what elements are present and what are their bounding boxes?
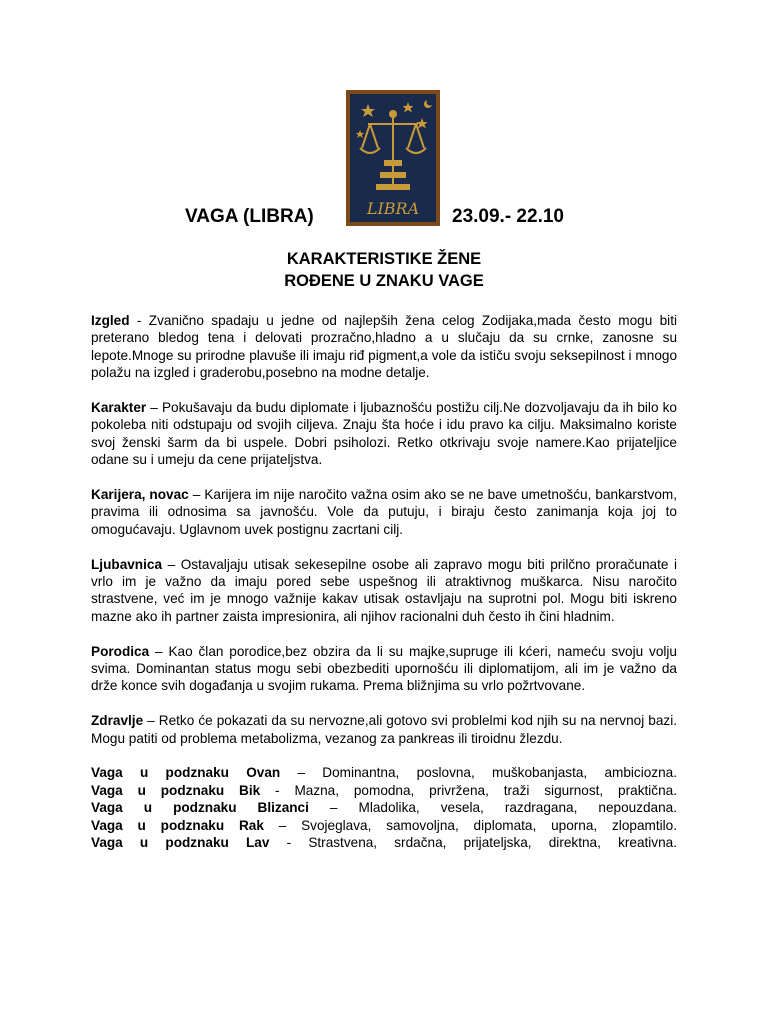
- libra-scales-icon: [346, 90, 440, 226]
- subsign-text: Svojeglava, samovoljna, diplomata, uporna, zlopamtilo.: [301, 817, 677, 833]
- subsign-text: Mladolika, vesela, razdragana, nepouzdana.: [358, 800, 678, 816]
- section-text: Karijera im nije naročito važna osim ako se ne bave umetnošću, bankarstvom, pravima ili odnosima sa javnošću. Vole da putuju, i biraju često zanimanja koja joj to omogućavaju. Uglavnom uvek postignu zacrtani cilj.: [91, 487, 677, 537]
- section-label: Zdravlje: [91, 713, 144, 729]
- section-family: Porodica – Kao član porodice,bez obzira da li su majke,supruge ili kćeri, nameću svoju volju svima. Dominantan status mogu sebi obezbediti upornošću ili diplomatijom, ali im je važno da drže konce svih događanja u svojim rukama. Prema bližnjima su vrlo požrtvovane.: [91, 643, 677, 694]
- section-text: Pokušavaju da budu diplomate i ljubaznošću postižu cilj.Ne dozvoljavaju da ih bilo ko pokoleba niti odstupaju od svojih ciljeva. Znaju šta hoće i idu pravo ka cilju. Maksimalno koriste svoj ženski šarm da bi uspele. Dobri psiholozi. Retko otkrivaju svoje namere.Kao prijateljice odane su i umeju da cene prijateljstva.: [91, 400, 677, 468]
- subsign-item: Vaga u podznaku Blizanci – Mladolika, vesela, razdragana, nepouzdana.: [91, 800, 678, 816]
- header: [0, 90, 768, 230]
- title-sign-name: VAGA (LIBRA): [185, 206, 314, 227]
- subsign-label: Vaga u podznaku Bik: [91, 782, 261, 798]
- title-date-range: 23.09.- 22.10: [452, 206, 564, 227]
- subtitle-line-2: ROĐENE U ZNAKU VAGE: [284, 272, 484, 290]
- emblem-label: LIBRA: [366, 199, 420, 218]
- subsign-label: Vaga u podznaku Rak: [91, 817, 264, 833]
- section-label: Karakter: [91, 400, 147, 416]
- subsign-text: Mazna, pomodna, privržena, traži sigurnost, praktična.: [294, 782, 677, 798]
- subsign-label: Vaga u podznaku Lav: [91, 835, 270, 851]
- page-subtitle: [0, 248, 768, 292]
- section-health: Zdravlje – Retko će pokazati da su nervozne,ali gotovo svi problelmi kod njih su na nervnoj bazi. Mogu patiti od problema metabolizma, vezanog za pankreas ili tiroidnu žlezdu.: [91, 713, 677, 746]
- section-label: Porodica: [91, 643, 150, 659]
- subsign-text: Dominantna, poslovna, muškobanjasta, ambiciozna.: [322, 765, 677, 781]
- section-label: Ljubavnica: [91, 556, 163, 572]
- section-lover: Ljubavnica – Ostavaljaju utisak sekesepilne osobe ali zapravo mogu biti prilčno proračunate i vrlo im je važno da imaju pored sebe uspešnog ili atraktivnog muškarca. Nisu naročito strastvene, već im je mnogo važnije kakav utisak ostavljaju na suprotni pol. Mogu biti iskreno mazne ako ih partner zaista impresionira, ali njihov racionalni duh često ih čini hladnim.: [91, 556, 678, 624]
- subsign-label: Vaga u podznaku Ovan: [91, 765, 281, 781]
- subsign-text: Strastvena, srdačna, prijateljska, direktna, kreativna.: [308, 835, 677, 851]
- section-character: Karakter – Pokušavaju da budu diplomate i ljubaznošću postižu cilj.Ne dozvoljavaju da ih bilo ko pokoleba niti odstupaju od svojih ciljeva. Znaju šta hoće i idu pravo ka cilju. Maksimalno koriste svoj ženski šarm da bi uspele. Dobri psiholozi. Retko otkrivaju svoje namere.Kao prijateljice odane su i umeju da cene prijateljstva.: [91, 400, 677, 468]
- section-career: Karijera, novac – Karijera im nije naročito važna osim ako se ne bave umetnošću, bankarstvom, pravima ili odnosima sa javnošću. Vole da putuju, i biraju često zanimanja koja joj to omogućavaju. Uglavnom uvek postignu zacrtani cilj.: [91, 487, 677, 537]
- section-text: Ostavaljaju utisak sekesepilne osobe ali zapravo mogu biti prilčno proračunate i vrlo im je važno da imaju pored sebe uspešnog ili atraktivnog muškarca. Nisu naročito strastvene, već im je mnogo važnije kakav utisak ostavljaju na suprotni pol. Mogu biti iskreno mazne ako ih partner zaista impresionira, ali njihov racionalni duh često ih čini hladnim.: [91, 556, 678, 624]
- subsign-item: Vaga u podznaku Lav - Strastvena, srdačna, prijateljska, direktna, kreativna.: [91, 835, 677, 851]
- subtitle-line-1: KARAKTERISTIKE ŽENE: [286, 250, 482, 268]
- document-body: [91, 312, 677, 852]
- subsign-item: Vaga u podznaku Bik - Mazna, pomodna, privržena, traži sigurnost, praktična.: [91, 782, 677, 798]
- section-text: Zvanično spadaju u jedne od najlepših žena celog Zodijaka,mada često mogu biti preterano bledog tena i delovati prozračno,hladno a u slučaju da su crnke, zanosne su lepote.Mnoge su prirodne plavuše ili imaju riđ pigment,a vole da ističu svoju seksepilnost i mnogo polažu na izgled i graderobu,posebno na modne detalje.: [91, 313, 677, 381]
- section-appearance: Izgled - Zvanično spadaju u jedne od najlepših žena celog Zodijaka,mada često mogu biti preterano bledog tena i delovati prozračno,hladno a u slučaju da su crnke, zanosne su lepote.Mnoge su prirodne plavuše ili imaju riđ pigment,a vole da ističu svoju seksepilnost i mnogo polažu na izgled i graderobu,posebno na modne detalje.: [91, 313, 677, 381]
- section-text: Retko će pokazati da su nervozne,ali gotovo svi problelmi kod njih su na nervnoj bazi. Mogu patiti od problema metabolizma, vezanog za pankreas ili tiroidnu žlezdu.: [91, 713, 677, 746]
- subsign-item: Vaga u podznaku Rak – Svojeglava, samovoljna, diplomata, uporna, zlopamtilo.: [91, 817, 677, 833]
- libra-emblem-image: [346, 90, 440, 226]
- subsign-label: Vaga u podznaku Blizanci: [91, 800, 309, 816]
- section-text: Kao član porodice,bez obzira da li su majke,supruge ili kćeri, nameću svoju volju svima. Dominantan status mogu sebi obezbediti upornošću ili diplomatijom, ali im je važno da drže konce svih događanja u svojim rukama. Prema bližnjima su vrlo požrtvovane.: [91, 643, 677, 694]
- section-label: Karijera, novac: [91, 487, 189, 503]
- subsign-list: [91, 764, 677, 851]
- section-label: Izgled: [91, 313, 130, 328]
- subsign-item: Vaga u podznaku Ovan – Dominantna, poslovna, muškobanjasta, ambiciozna.: [91, 765, 677, 781]
